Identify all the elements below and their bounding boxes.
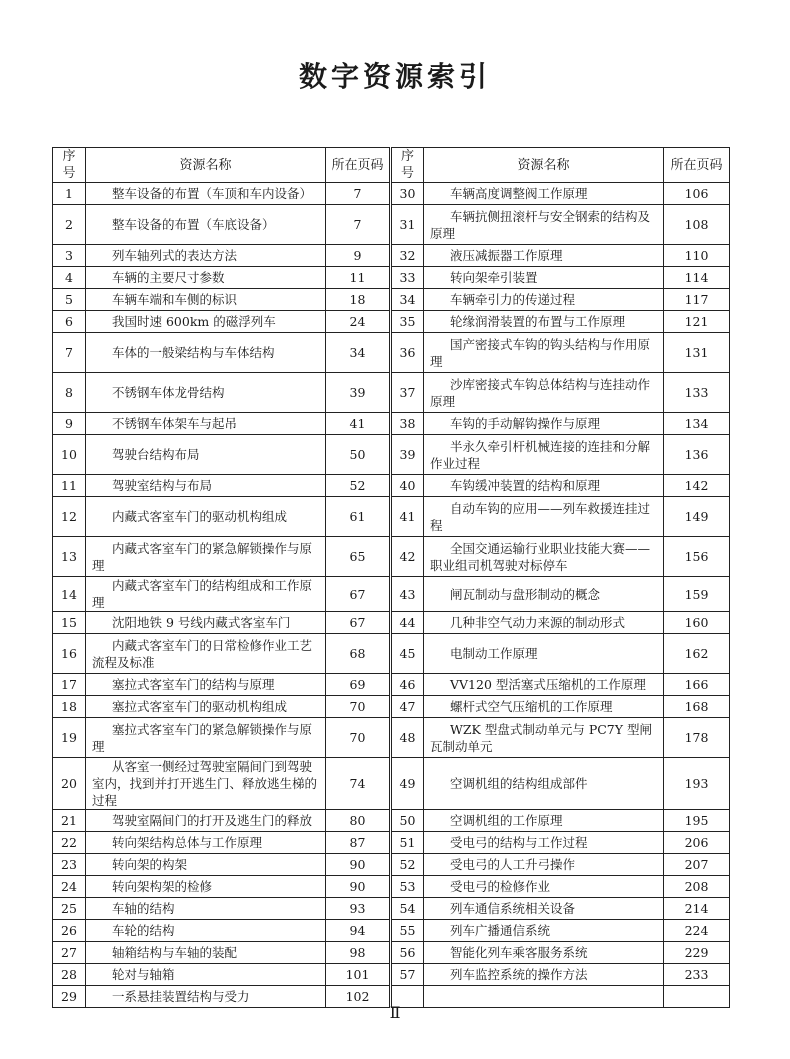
- row-number-right: 52: [391, 854, 424, 876]
- page-number-right: 229: [664, 942, 730, 964]
- page-number-right: 106: [664, 183, 730, 205]
- resource-name-right: 受电弓的结构与工作过程: [424, 832, 664, 854]
- table-row: [53, 674, 730, 696]
- page-number-left: 50: [326, 435, 391, 475]
- resource-name-right: 受电弓的人工升弓操作: [424, 854, 664, 876]
- resource-name-left: 轴箱结构与车轴的装配: [86, 942, 326, 964]
- row-number-left: 16: [53, 634, 86, 674]
- page-number-left: 41: [326, 413, 391, 435]
- page-number-left: 68: [326, 634, 391, 674]
- page-number-left: 11: [326, 267, 391, 289]
- page-number-right: 136: [664, 435, 730, 475]
- table-row: [53, 832, 730, 854]
- resource-name-left: 不锈钢车体龙骨结构: [86, 373, 326, 413]
- resource-name-left: 车体的一般梁结构与车体结构: [86, 333, 326, 373]
- resource-name-right: 空调机组的工作原理: [424, 810, 664, 832]
- resource-name-left: 车轴的结构: [86, 898, 326, 920]
- row-number-left: 27: [53, 942, 86, 964]
- resource-name-left: 沈阳地铁 9 号线内藏式客室车门: [86, 612, 326, 634]
- page-number-right: 195: [664, 810, 730, 832]
- row-number-left: 24: [53, 876, 86, 898]
- row-number-left: 11: [53, 475, 86, 497]
- row-number-left: 2: [53, 205, 86, 245]
- row-number-right: 43: [391, 577, 424, 612]
- resource-name-right: 车辆牵引力的传递过程: [424, 289, 664, 311]
- resource-name-right: 沙库密接式车钩总体结构与连挂动作原理: [424, 373, 664, 413]
- page-number-left: 67: [326, 612, 391, 634]
- table-header-row: [53, 148, 730, 183]
- page-number-right: 207: [664, 854, 730, 876]
- row-number-left: 13: [53, 537, 86, 577]
- row-number-right: 41: [391, 497, 424, 537]
- row-number-left: 6: [53, 311, 86, 333]
- row-number-right: 30: [391, 183, 424, 205]
- row-number-left: 25: [53, 898, 86, 920]
- resource-name-left: 一系悬挂装置结构与受力: [86, 986, 326, 1008]
- page-number-left: 39: [326, 373, 391, 413]
- table-row: [53, 718, 730, 758]
- table-row: [53, 267, 730, 289]
- resource-name-left: 驾驶台结构布局: [86, 435, 326, 475]
- resource-name-left: 列车轴列式的表达方法: [86, 245, 326, 267]
- resource-name-right: 受电弓的检修作业: [424, 876, 664, 898]
- table-row: [53, 245, 730, 267]
- table-row: [53, 876, 730, 898]
- resource-name-left: 整车设备的布置（车底设备）: [86, 205, 326, 245]
- row-number-left: 20: [53, 758, 86, 810]
- page-title: 数字资源索引: [298, 60, 491, 93]
- row-number-left: 17: [53, 674, 86, 696]
- row-number-left: 9: [53, 413, 86, 435]
- resource-name-left: 车辆车端和车侧的标识: [86, 289, 326, 311]
- resource-name-right: 列车广播通信系统: [424, 920, 664, 942]
- table-row: [53, 311, 730, 333]
- page-number-right: 224: [664, 920, 730, 942]
- page-number-left: 90: [326, 854, 391, 876]
- resource-name-left: 塞拉式客室车门的结构与原理: [86, 674, 326, 696]
- resource-name-left: 转向架结构总体与工作原理: [86, 832, 326, 854]
- row-number-right: 39: [391, 435, 424, 475]
- table-row: [53, 475, 730, 497]
- resource-name-right: 空调机组的结构组成部件: [424, 758, 664, 810]
- table-row: [53, 183, 730, 205]
- table-row: [53, 333, 730, 373]
- table-row: [53, 920, 730, 942]
- resource-name-right: 电制动工作原理: [424, 634, 664, 674]
- resource-name-right: 车辆高度调整阀工作原理: [424, 183, 664, 205]
- resource-name-left: 塞拉式客室车门的驱动机构组成: [86, 696, 326, 718]
- resource-name-right: 车钩的手动解钩操作与原理: [424, 413, 664, 435]
- page-number-left: 9: [326, 245, 391, 267]
- resource-name-right: 列车通信系统相关设备: [424, 898, 664, 920]
- resource-name-left: 车轮的结构: [86, 920, 326, 942]
- table-row: [53, 577, 730, 612]
- resource-name-right: 轮缘润滑装置的布置与工作原理: [424, 311, 664, 333]
- resource-name-left: 内藏式客室车门的结构组成和工作原理: [86, 577, 326, 612]
- resource-name-right: 列车监控系统的操作方法: [424, 964, 664, 986]
- table-row: [53, 810, 730, 832]
- resource-name-left: 我国时速 600km 的磁浮列车: [86, 311, 326, 333]
- resource-name-right: 螺杆式空气压缩机的工作原理: [424, 696, 664, 718]
- page-number-right: 168: [664, 696, 730, 718]
- page-number: Ⅱ: [389, 1003, 401, 1022]
- header-name-right: 资源名称: [424, 148, 664, 183]
- row-number-right: 38: [391, 413, 424, 435]
- resource-name-right: VV120 型活塞式压缩机的工作原理: [424, 674, 664, 696]
- resource-name-right: 液压减振器工作原理: [424, 245, 664, 267]
- row-number-left: 28: [53, 964, 86, 986]
- resource-name-right: WZK 型盘式制动单元与 PC7Y 型闸瓦制动单元: [424, 718, 664, 758]
- page-number-right: 108: [664, 205, 730, 245]
- row-number-left: 4: [53, 267, 86, 289]
- row-number-right: 56: [391, 942, 424, 964]
- page-number-right: 117: [664, 289, 730, 311]
- page-number-left: 34: [326, 333, 391, 373]
- resource-name-right: 车辆抗侧扭滚杆与安全钢索的结构及原理: [424, 205, 664, 245]
- resource-name-right: 国产密接式车钩的钩头结构与作用原理: [424, 333, 664, 373]
- row-number-left: 5: [53, 289, 86, 311]
- page-number-left: 80: [326, 810, 391, 832]
- row-number-right: 34: [391, 289, 424, 311]
- table-row: [53, 413, 730, 435]
- row-number-left: 7: [53, 333, 86, 373]
- resource-name-right: 半永久牵引杆机械连接的连挂和分解作业过程: [424, 435, 664, 475]
- page-number-left: 24: [326, 311, 391, 333]
- row-number-right: 36: [391, 333, 424, 373]
- row-number-right: 48: [391, 718, 424, 758]
- row-number-left: 29: [53, 986, 86, 1008]
- resource-name-right: 闸瓦制动与盘形制动的概念: [424, 577, 664, 612]
- page-number-right: 149: [664, 497, 730, 537]
- row-number-left: 23: [53, 854, 86, 876]
- row-number-right: 50: [391, 810, 424, 832]
- page-number-left: 67: [326, 577, 391, 612]
- page-number-right: 114: [664, 267, 730, 289]
- resource-name-left: 整车设备的布置（车顶和车内设备）: [86, 183, 326, 205]
- page-number-left: 18: [326, 289, 391, 311]
- row-number-right: 53: [391, 876, 424, 898]
- page-number-left: 93: [326, 898, 391, 920]
- header-name-left: 资源名称: [86, 148, 326, 183]
- page-number-right: 193: [664, 758, 730, 810]
- row-number-left: 8: [53, 373, 86, 413]
- page-number-left: 7: [326, 183, 391, 205]
- page-number-left: 101: [326, 964, 391, 986]
- row-number-right: 33: [391, 267, 424, 289]
- page-number-left: 61: [326, 497, 391, 537]
- table-row: [53, 497, 730, 537]
- table-row: [53, 898, 730, 920]
- row-number-right: 47: [391, 696, 424, 718]
- row-number-left: 21: [53, 810, 86, 832]
- row-number-right: 51: [391, 832, 424, 854]
- row-number-left: 19: [53, 718, 86, 758]
- resource-name-left: 不锈钢车体架车与起吊: [86, 413, 326, 435]
- page-number-right: 233: [664, 964, 730, 986]
- resource-name-right: 转向架牵引装置: [424, 267, 664, 289]
- page-number-right: 160: [664, 612, 730, 634]
- page-number-left: 52: [326, 475, 391, 497]
- row-number-right: 35: [391, 311, 424, 333]
- row-number-right: 40: [391, 475, 424, 497]
- row-number-right: 46: [391, 674, 424, 696]
- row-number-left: 26: [53, 920, 86, 942]
- table-row: [53, 612, 730, 634]
- resource-name-left: 车辆的主要尺寸参数: [86, 267, 326, 289]
- resource-index-table: [52, 147, 730, 1008]
- page-number-right: 166: [664, 674, 730, 696]
- table-row: [53, 435, 730, 475]
- row-number-right: 37: [391, 373, 424, 413]
- page-number-left: 98: [326, 942, 391, 964]
- table-row: [53, 758, 730, 810]
- page-number-left: 69: [326, 674, 391, 696]
- resource-name-left: 转向架构架的检修: [86, 876, 326, 898]
- row-number-left: 10: [53, 435, 86, 475]
- page-number-left: 74: [326, 758, 391, 810]
- row-number-right: 44: [391, 612, 424, 634]
- resource-name-left: 塞拉式客室车门的紧急解锁操作与原理: [86, 718, 326, 758]
- row-number-right: 31: [391, 205, 424, 245]
- resource-name-right: 自动车钩的应用——列车救援连挂过程: [424, 497, 664, 537]
- resource-name-left: 转向架的构架: [86, 854, 326, 876]
- table-row: [53, 537, 730, 577]
- row-number-left: 3: [53, 245, 86, 267]
- page-number-right: 131: [664, 333, 730, 373]
- row-number-left: 22: [53, 832, 86, 854]
- page-number-right: 159: [664, 577, 730, 612]
- page-number-left: 87: [326, 832, 391, 854]
- resource-name-left: 驾驶室结构与布局: [86, 475, 326, 497]
- page-number-right: 142: [664, 475, 730, 497]
- header-no-right: 序号: [391, 148, 424, 183]
- header-page-right: 所在页码: [664, 148, 730, 183]
- page-number-left: 102: [326, 986, 391, 1008]
- page-number-right: 208: [664, 876, 730, 898]
- page-number-right: 178: [664, 718, 730, 758]
- table-row: [53, 634, 730, 674]
- resource-name-right: 智能化列车乘客服务系统: [424, 942, 664, 964]
- table-row: [53, 373, 730, 413]
- resource-name-left: 驾驶室隔间门的打开及逃生门的释放: [86, 810, 326, 832]
- page-number-right: 156: [664, 537, 730, 577]
- resource-name-right: 车钩缓冲装置的结构和原理: [424, 475, 664, 497]
- page-number-right: 134: [664, 413, 730, 435]
- table-row: [53, 942, 730, 964]
- resource-name-right: 全国交通运输行业职业技能大赛——职业组司机驾驶对标停车: [424, 537, 664, 577]
- page-number-left: 90: [326, 876, 391, 898]
- row-number-left: 15: [53, 612, 86, 634]
- page-number-right: 206: [664, 832, 730, 854]
- table-row: [53, 696, 730, 718]
- row-number-right: 32: [391, 245, 424, 267]
- page-number-left: 70: [326, 718, 391, 758]
- table-row: [53, 289, 730, 311]
- row-number-left: 18: [53, 696, 86, 718]
- table-row: [53, 854, 730, 876]
- header-page-left: 所在页码: [326, 148, 391, 183]
- table-row: [53, 964, 730, 986]
- page-number-left: 94: [326, 920, 391, 942]
- resource-name-left: 从客室一侧经过驾驶室隔间门到驾驶室内，找到并打开逃生门、释放逃生梯的过程: [86, 758, 326, 810]
- header-no-left: 序号: [53, 148, 86, 183]
- resource-name-left: 内藏式客室车门的紧急解锁操作与原理: [86, 537, 326, 577]
- page-number-right: 121: [664, 311, 730, 333]
- row-number-left: 14: [53, 577, 86, 612]
- page-number-right: 162: [664, 634, 730, 674]
- page-number-right: 133: [664, 373, 730, 413]
- row-number-right: 57: [391, 964, 424, 986]
- page-number-right: 214: [664, 898, 730, 920]
- page-number-left: 70: [326, 696, 391, 718]
- row-number-right: 54: [391, 898, 424, 920]
- page-number-right: 110: [664, 245, 730, 267]
- row-number-right: 45: [391, 634, 424, 674]
- resource-name-left: 轮对与轴箱: [86, 964, 326, 986]
- table-row: [53, 205, 730, 245]
- row-number-right: 42: [391, 537, 424, 577]
- page-number-left: 65: [326, 537, 391, 577]
- resource-name-left: 内藏式客室车门的驱动机构组成: [86, 497, 326, 537]
- row-number-right: 55: [391, 920, 424, 942]
- resource-name-left: 内藏式客室车门的日常检修作业工艺流程及标准: [86, 634, 326, 674]
- row-number-left: 12: [53, 497, 86, 537]
- row-number-right: 49: [391, 758, 424, 810]
- resource-name-right: 几种非空气动力来源的制动形式: [424, 612, 664, 634]
- row-number-left: 1: [53, 183, 86, 205]
- page-number-left: 7: [326, 205, 391, 245]
